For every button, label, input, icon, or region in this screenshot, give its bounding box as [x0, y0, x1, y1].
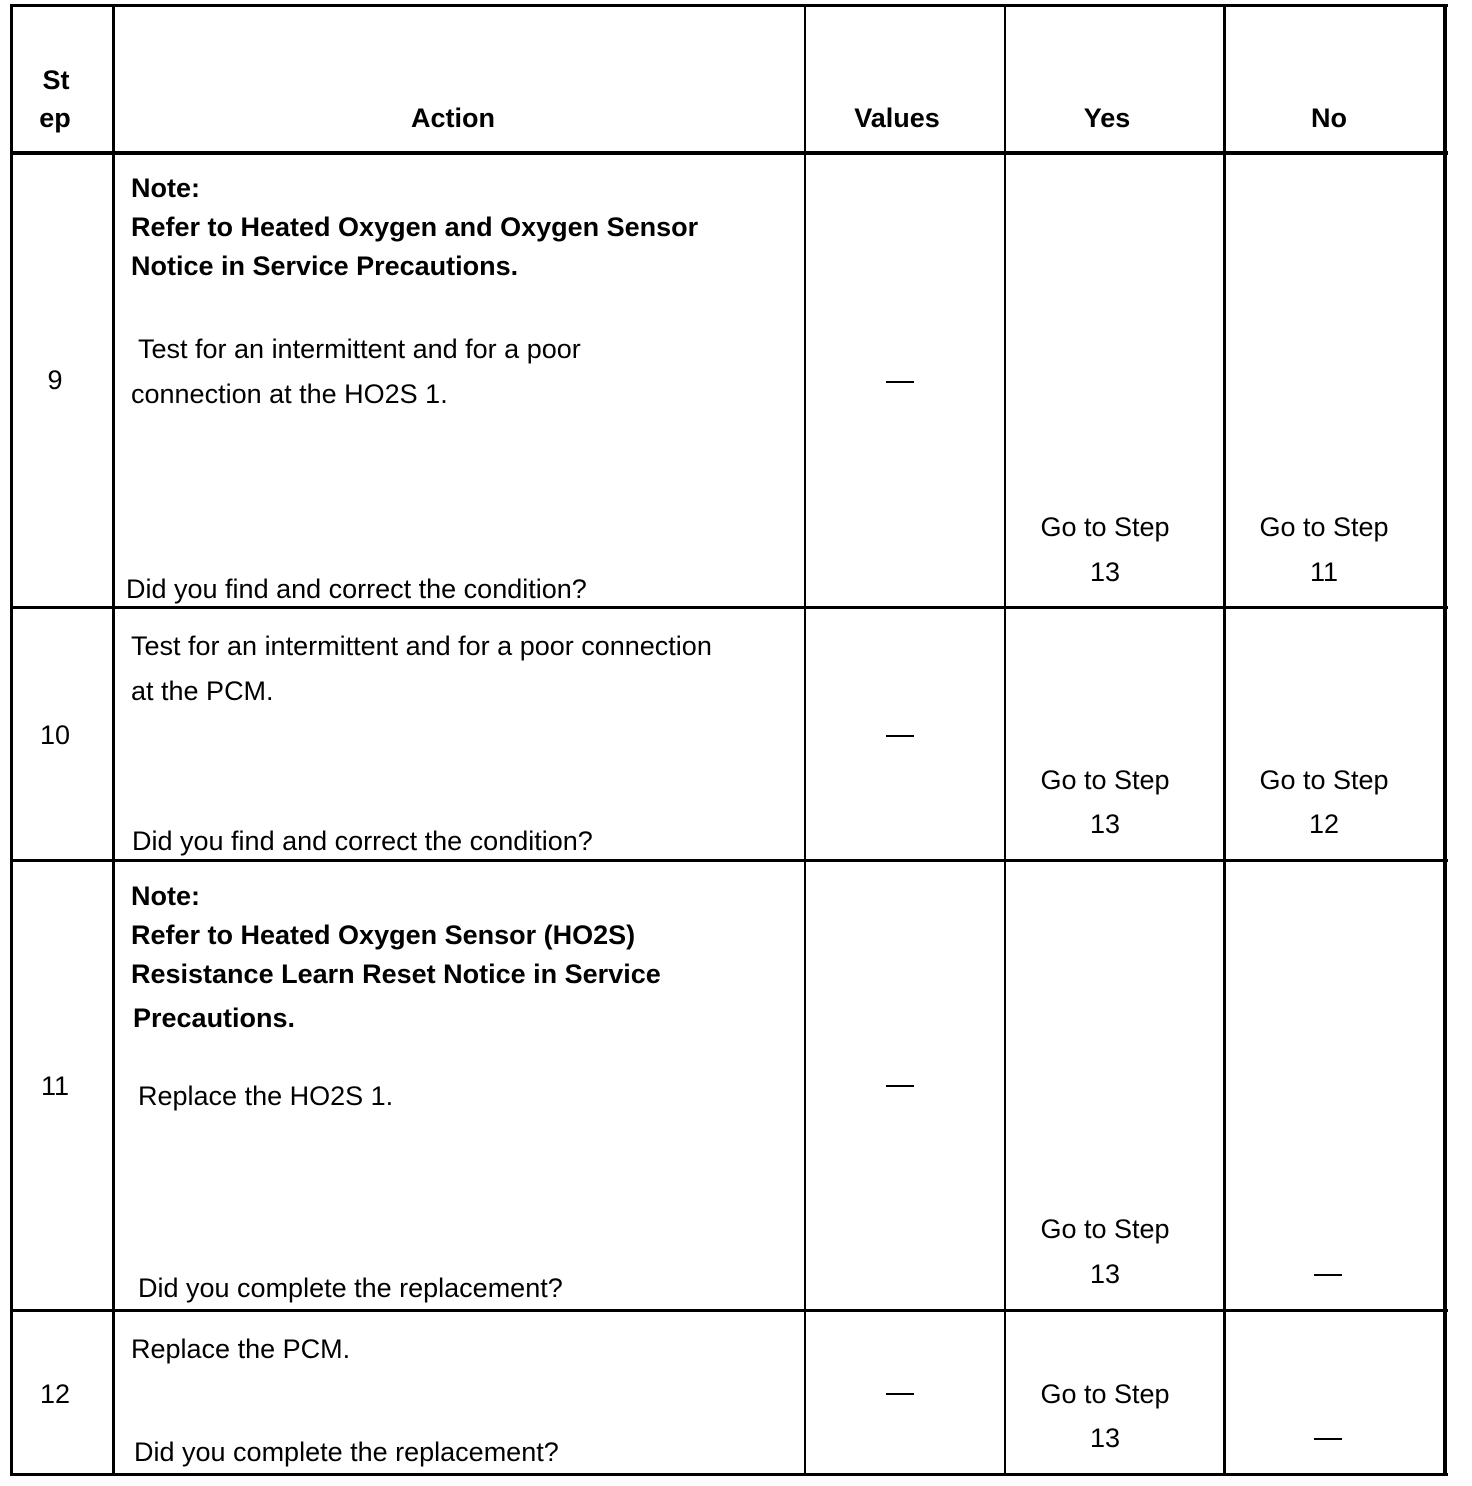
row-divider — [10, 606, 1448, 609]
values-dash — [886, 1085, 914, 1087]
note-text: Refer to Heated Oxygen Sensor (HO2S) — [131, 920, 636, 950]
action-question: Did you find and correct the condition? — [132, 826, 593, 856]
values-dash — [886, 381, 914, 383]
action-question: Did you complete the replacement? — [138, 1273, 563, 1303]
action-text: Test for an intermittent and for a poor — [138, 334, 581, 364]
note-label: Note: — [131, 173, 200, 203]
action-text: Replace the PCM. — [131, 1334, 351, 1364]
yes-go-to-step: Go to Step — [1040, 1214, 1170, 1244]
no-step-number: 12 — [1308, 809, 1340, 839]
col-divider — [1004, 4, 1006, 1476]
col-divider — [1223, 4, 1226, 1476]
note-text: Precautions. — [133, 1003, 296, 1033]
header-values: Values — [854, 103, 940, 133]
header-step-line1: St — [42, 65, 70, 95]
header-divider — [10, 151, 1448, 155]
table-border-right — [1443, 4, 1447, 1476]
col-divider — [112, 4, 115, 1476]
row-divider — [10, 859, 1448, 862]
yes-step-number: 13 — [1089, 1423, 1121, 1453]
header-action: Action — [411, 103, 495, 133]
step-number: 12 — [39, 1379, 71, 1409]
step-number: 9 — [47, 365, 63, 395]
note-label: Note: — [131, 881, 200, 911]
note-text: Resistance Learn Reset Notice in Service — [131, 959, 661, 989]
values-dash — [886, 1393, 914, 1395]
action-question: Did you complete the replacement? — [134, 1437, 559, 1467]
note-text: Notice in Service Precautions. — [131, 251, 519, 281]
table-border-left — [10, 4, 13, 1476]
action-text: at the PCM. — [131, 676, 274, 706]
action-text: Replace the HO2S 1. — [138, 1081, 394, 1111]
yes-step-number: 13 — [1089, 809, 1121, 839]
table-border-top — [10, 4, 1448, 7]
no-dash — [1314, 1438, 1342, 1440]
note-text: Refer to Heated Oxygen and Oxygen Sensor — [131, 212, 699, 242]
col-divider — [804, 4, 806, 1476]
yes-go-to-step: Go to Step — [1040, 512, 1170, 542]
yes-step-number: 13 — [1089, 557, 1121, 587]
action-text: connection at the HO2S 1. — [131, 379, 448, 409]
step-number: 11 — [40, 1071, 70, 1101]
no-step-number: 11 — [1309, 557, 1339, 587]
action-question: Did you find and correct the condition? — [126, 574, 587, 604]
yes-go-to-step: Go to Step — [1040, 765, 1170, 795]
header-no: No — [1311, 103, 1347, 133]
header-yes: Yes — [1083, 103, 1131, 133]
table-border-bottom — [10, 1473, 1448, 1476]
yes-go-to-step: Go to Step — [1040, 1379, 1170, 1409]
no-dash — [1314, 1274, 1342, 1276]
action-text: Test for an intermittent and for a poor connection — [131, 631, 712, 661]
no-go-to-step: Go to Step — [1259, 765, 1389, 795]
step-number: 10 — [39, 720, 71, 750]
values-dash — [886, 735, 914, 737]
header-step-line2: ep — [39, 103, 71, 133]
yes-step-number: 13 — [1089, 1259, 1121, 1289]
no-go-to-step: Go to Step — [1259, 512, 1389, 542]
row-divider — [10, 1309, 1448, 1312]
